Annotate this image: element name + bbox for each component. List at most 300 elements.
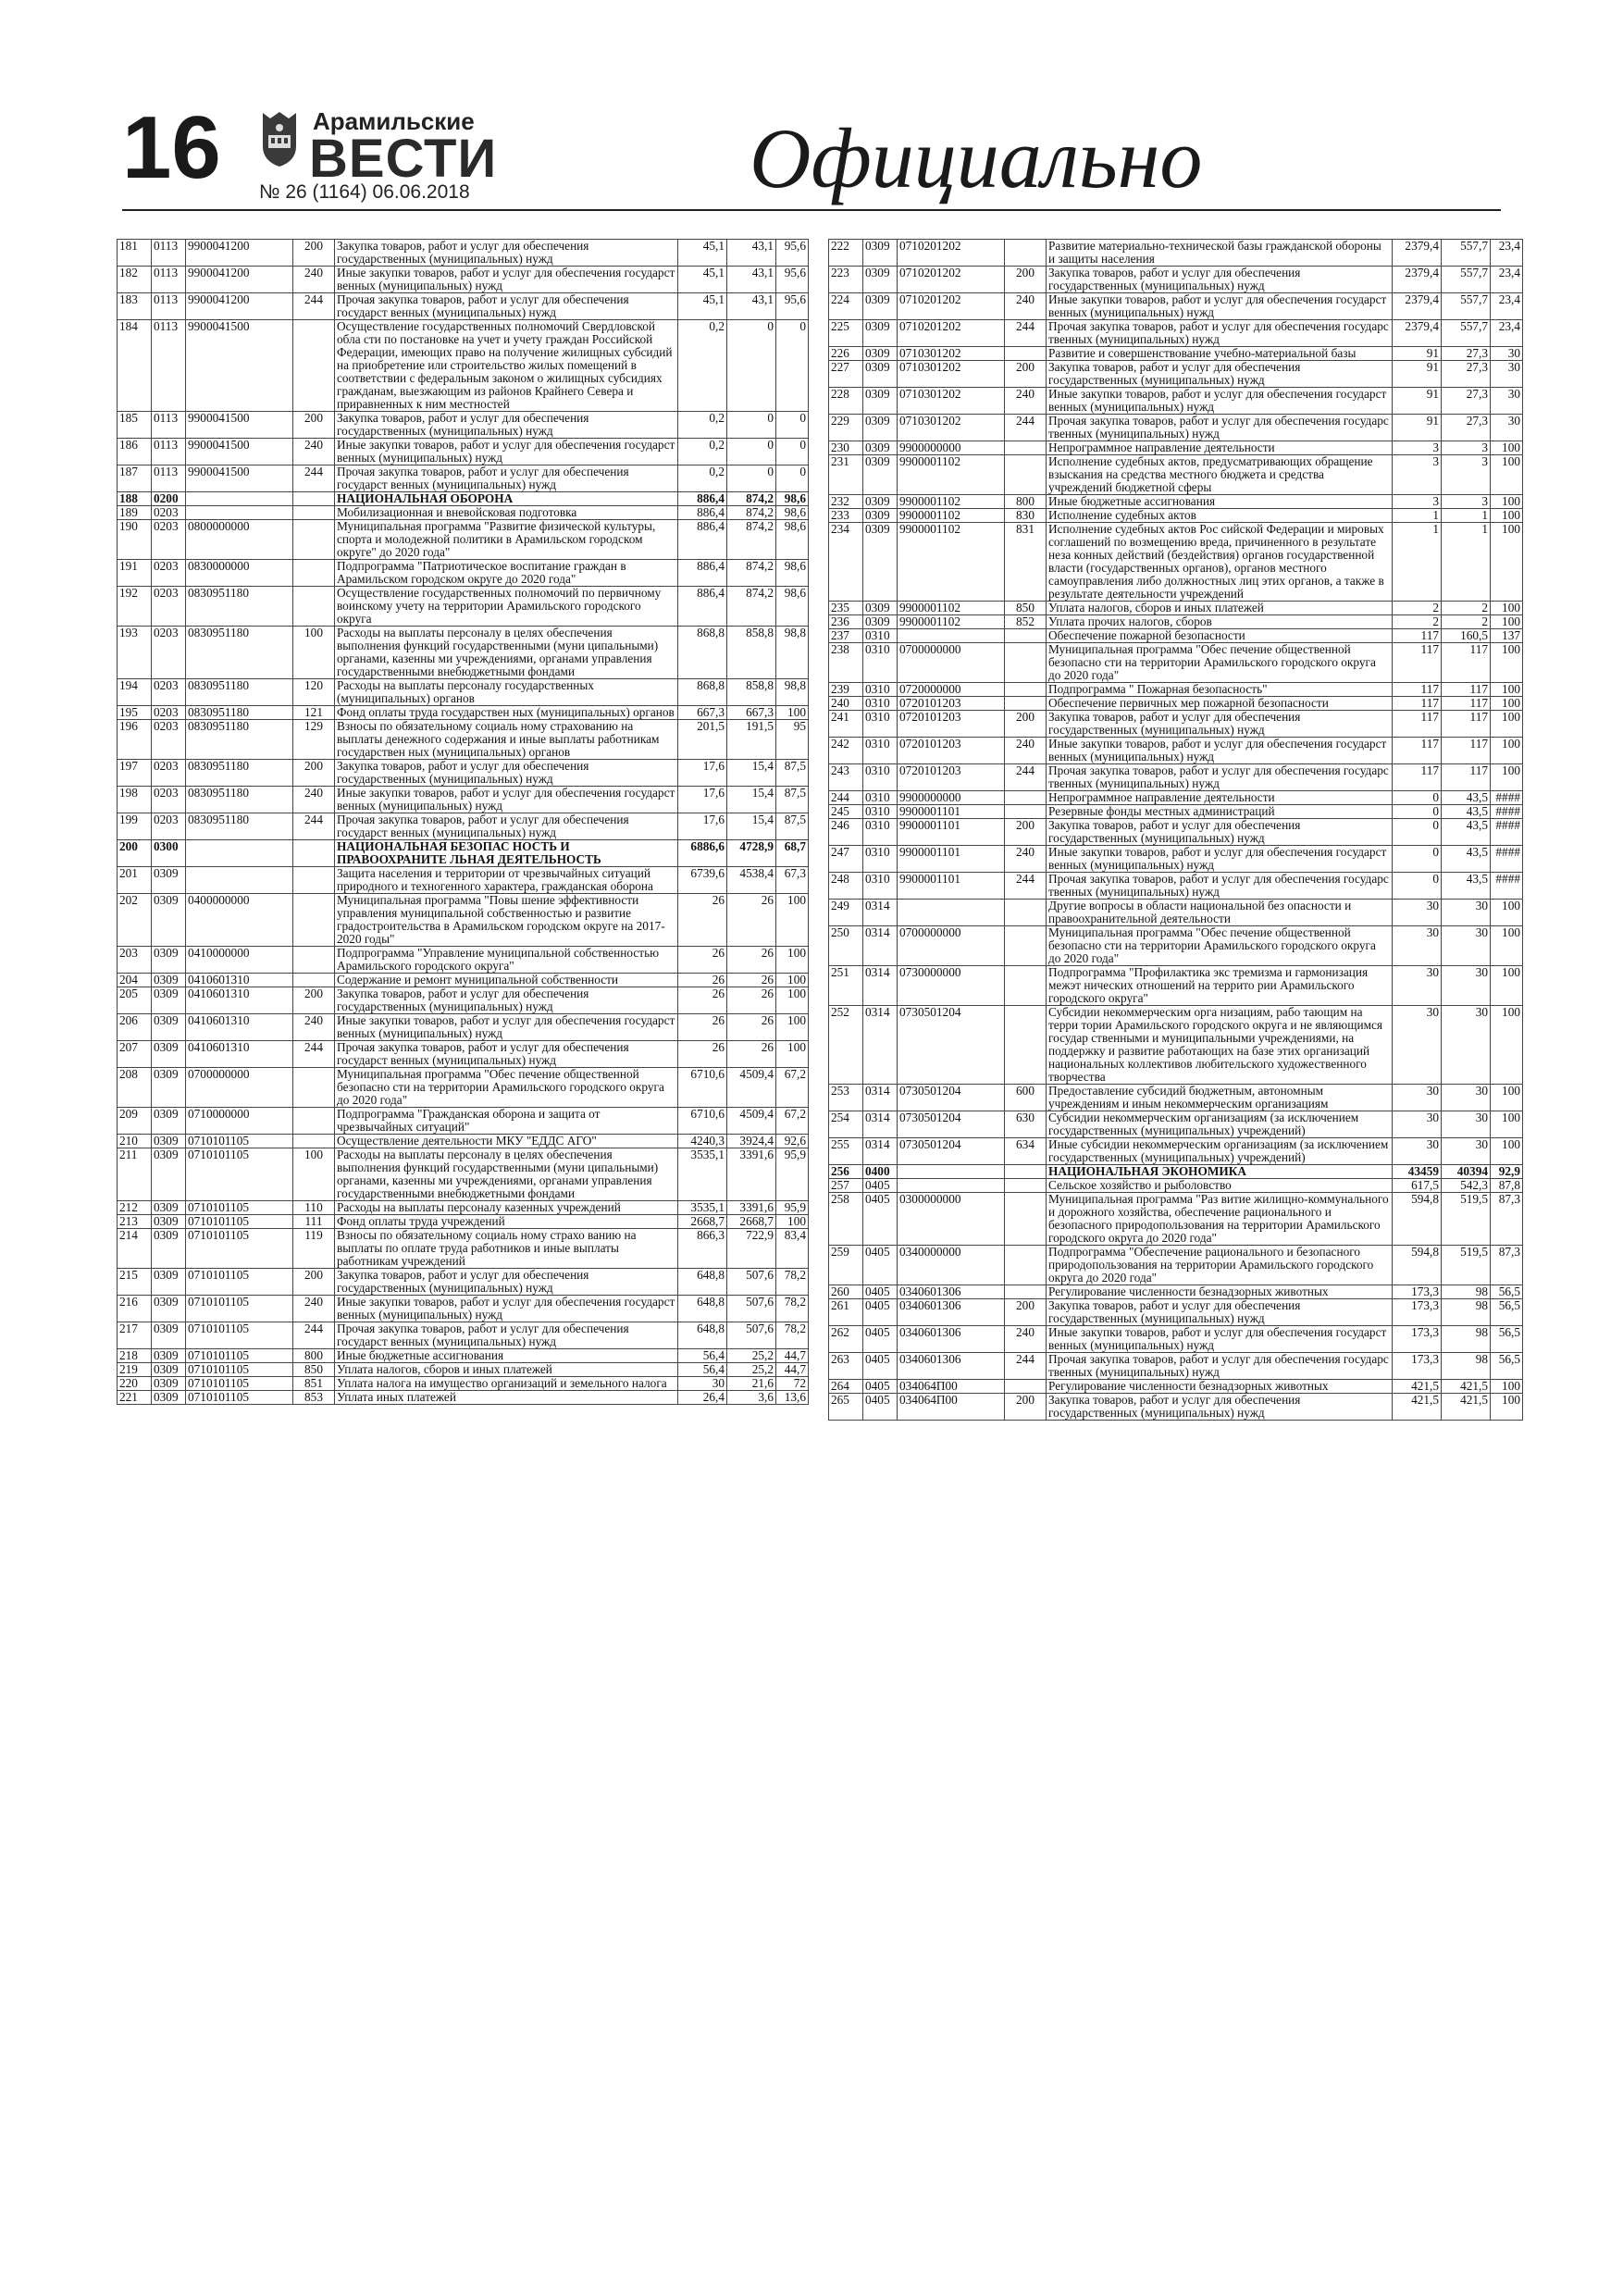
- planned-amount: 648,8: [678, 1296, 727, 1322]
- section-code: 0203: [152, 560, 186, 587]
- row-number: 250: [829, 926, 863, 966]
- executed-amount: 25,2: [727, 1349, 776, 1363]
- row-name: Прочая закупка товаров, работ и услуг для обеспечения государст венных (муниципальных) нужд: [335, 1041, 678, 1068]
- execution-percent: 100: [1491, 1111, 1523, 1138]
- planned-amount: 0: [1393, 873, 1442, 900]
- table-row: [118, 987, 809, 1014]
- target-code: 9900000000: [898, 441, 1005, 455]
- executed-amount: 40394: [1442, 1165, 1491, 1179]
- execution-percent: 87,5: [776, 760, 809, 787]
- planned-amount: 866,3: [678, 1229, 727, 1269]
- execution-percent: 95: [776, 720, 809, 760]
- planned-amount: 421,5: [1393, 1380, 1442, 1394]
- executed-amount: 26: [727, 894, 776, 947]
- row-name: Подпрограмма "Обеспечение рационального и безопасного природопользования на территории Арамильского городского округа до 2020 года": [1047, 1246, 1393, 1285]
- expense-type: 800: [293, 1349, 335, 1363]
- expense-type: 120: [293, 679, 335, 706]
- execution-percent: 0: [776, 439, 809, 465]
- row-name: Подпрограмма "Патриотическое воспитание граждан в Арамильском городском округе до 2020 года": [335, 560, 678, 587]
- table-row: [118, 560, 809, 587]
- expense-type: 830: [1005, 509, 1047, 523]
- executed-amount: 98: [1442, 1326, 1491, 1353]
- target-code: 0730000000: [898, 966, 1005, 1006]
- execution-percent: 23,4: [1491, 267, 1523, 293]
- execution-percent: ####: [1491, 819, 1523, 846]
- expense-type: [1005, 900, 1047, 926]
- section-code: 0309: [152, 947, 186, 974]
- section-code: 0203: [152, 679, 186, 706]
- execution-percent: 95,9: [776, 1201, 809, 1215]
- section-code: 0309: [863, 523, 898, 602]
- execution-percent: 100: [1491, 455, 1523, 495]
- expense-type: [1005, 347, 1047, 361]
- expense-type: 240: [293, 439, 335, 465]
- expense-type: 240: [293, 1014, 335, 1041]
- section-code: 0309: [152, 1363, 186, 1377]
- table-row: [118, 1296, 809, 1322]
- executed-amount: 874,2: [727, 520, 776, 560]
- expense-type: 634: [1005, 1138, 1047, 1165]
- section-code: 0309: [152, 1296, 186, 1322]
- executed-amount: 3391,6: [727, 1148, 776, 1201]
- row-name: Осуществление деятельности МКУ "ЕДДС АГО": [335, 1135, 678, 1148]
- table-row: [829, 629, 1523, 643]
- planned-amount: 0,2: [678, 320, 727, 412]
- planned-amount: 17,6: [678, 787, 727, 813]
- section-code: 0203: [152, 627, 186, 679]
- row-number: 258: [829, 1193, 863, 1246]
- executed-amount: 15,4: [727, 760, 776, 787]
- table-row: [829, 267, 1523, 293]
- executed-amount: 519,5: [1442, 1193, 1491, 1246]
- expense-type: 240: [1005, 846, 1047, 873]
- section-code: 0309: [863, 240, 898, 267]
- section-code: 0310: [863, 629, 898, 643]
- planned-amount: 45,1: [678, 293, 727, 320]
- planned-amount: 117: [1393, 643, 1442, 683]
- target-code: 0710301202: [898, 347, 1005, 361]
- planned-amount: 3: [1393, 495, 1442, 509]
- expense-type: 100: [293, 627, 335, 679]
- expense-type: [1005, 1165, 1047, 1179]
- executed-amount: 43,5: [1442, 819, 1491, 846]
- executed-amount: 117: [1442, 683, 1491, 697]
- expense-type: 244: [293, 465, 335, 492]
- table-row: [118, 627, 809, 679]
- row-name: Закупка товаров, работ и услуг для обеспечения государственных (муниципальных) нужд: [1047, 819, 1393, 846]
- section-code: 0113: [152, 465, 186, 492]
- planned-amount: 117: [1393, 629, 1442, 643]
- logo-title: ВЕСТИ: [309, 129, 498, 189]
- execution-percent: 100: [776, 1215, 809, 1229]
- planned-amount: 2379,4: [1393, 267, 1442, 293]
- row-name: Исполнение судебных актов, предусматривающих обращение взыскания на средства местного бюджета и средства учреждений бюджетной сферы: [1047, 455, 1393, 495]
- execution-percent: 23,4: [1491, 293, 1523, 320]
- target-code: 0710201202: [898, 240, 1005, 267]
- executed-amount: 4509,4: [727, 1068, 776, 1108]
- target-code: 0730501204: [898, 1111, 1005, 1138]
- target-code: 0710101105: [186, 1269, 293, 1296]
- target-code: [186, 506, 293, 520]
- execution-percent: 100: [776, 894, 809, 947]
- target-code: [186, 867, 293, 894]
- section-code: 0203: [152, 587, 186, 627]
- execution-percent: 87,3: [1491, 1246, 1523, 1285]
- target-code: 9900001102: [898, 615, 1005, 629]
- row-number: 256: [829, 1165, 863, 1179]
- section-code: 0309: [152, 1391, 186, 1405]
- target-code: 9900041500: [186, 439, 293, 465]
- section-code: 0113: [152, 320, 186, 412]
- planned-amount: 173,3: [1393, 1326, 1442, 1353]
- executed-amount: 2668,7: [727, 1215, 776, 1229]
- execution-percent: 30: [1491, 361, 1523, 388]
- row-number: 213: [118, 1215, 152, 1229]
- execution-percent: 30: [1491, 415, 1523, 441]
- table-row: [829, 1326, 1523, 1353]
- section-code: 0310: [863, 711, 898, 738]
- expense-type: [293, 1068, 335, 1108]
- row-number: 208: [118, 1068, 152, 1108]
- table-row: [118, 1377, 809, 1391]
- row-number: 226: [829, 347, 863, 361]
- table-row: [829, 1179, 1523, 1193]
- execution-percent: 87,3: [1491, 1193, 1523, 1246]
- execution-percent: 78,2: [776, 1296, 809, 1322]
- execution-percent: 30: [1491, 388, 1523, 415]
- expense-type: 111: [293, 1215, 335, 1229]
- expense-type: [1005, 683, 1047, 697]
- row-number: 260: [829, 1285, 863, 1299]
- execution-percent: 100: [776, 1041, 809, 1068]
- expense-type: [1005, 966, 1047, 1006]
- section-code: 0309: [152, 1377, 186, 1391]
- expense-type: 121: [293, 706, 335, 720]
- row-name: Муниципальная программа "Раз витие жилищно-коммунального и дорожного хозяйства, обеспечение рационального и безопасного природопользования на территории Арамильского городского округа до 2020 года": [1047, 1193, 1393, 1246]
- planned-amount: 3535,1: [678, 1201, 727, 1215]
- row-name: Иные закупки товаров, работ и услуг для обеспечения государст венных (муниципальных) нужд: [335, 439, 678, 465]
- execution-percent: 100: [1491, 711, 1523, 738]
- executed-amount: 117: [1442, 738, 1491, 764]
- target-code: 0300000000: [898, 1193, 1005, 1246]
- target-code: 034064П00: [898, 1394, 1005, 1421]
- expense-type: 244: [1005, 415, 1047, 441]
- planned-amount: 117: [1393, 711, 1442, 738]
- executed-amount: 21,6: [727, 1377, 776, 1391]
- section-code: 0309: [152, 1108, 186, 1135]
- execution-percent: 67,2: [776, 1108, 809, 1135]
- expense-type: 240: [1005, 293, 1047, 320]
- section-code: 0310: [863, 697, 898, 711]
- executed-amount: 3: [1442, 441, 1491, 455]
- row-number: 246: [829, 819, 863, 846]
- execution-percent: 100: [1491, 764, 1523, 791]
- expense-type: 129: [293, 720, 335, 760]
- executed-amount: 874,2: [727, 492, 776, 506]
- section-code: 0309: [152, 1215, 186, 1229]
- row-name: Закупка товаров, работ и услуг для обеспечения государственных (муниципальных) нужд: [335, 1269, 678, 1296]
- table-row: [829, 1299, 1523, 1326]
- row-number: 201: [118, 867, 152, 894]
- table-row: [829, 1353, 1523, 1380]
- execution-percent: 100: [1491, 509, 1523, 523]
- expense-type: [293, 520, 335, 560]
- table-row: [118, 787, 809, 813]
- expense-type: 850: [1005, 602, 1047, 615]
- execution-percent: 44,7: [776, 1349, 809, 1363]
- target-code: 0730501204: [898, 1006, 1005, 1085]
- execution-percent: 98,6: [776, 587, 809, 627]
- target-code: 0700000000: [898, 643, 1005, 683]
- table-row: [829, 1006, 1523, 1085]
- table-row: [118, 867, 809, 894]
- row-number: 211: [118, 1148, 152, 1201]
- executed-amount: 15,4: [727, 813, 776, 840]
- planned-amount: 2668,7: [678, 1215, 727, 1229]
- target-code: 0830951180: [186, 627, 293, 679]
- planned-amount: 6710,6: [678, 1068, 727, 1108]
- target-code: 0410000000: [186, 947, 293, 974]
- row-name: Иные субсидии некоммерческим организациям (за исключением государственных (муниципальных) учреждений): [1047, 1138, 1393, 1165]
- planned-amount: 26,4: [678, 1391, 727, 1405]
- execution-percent: 100: [1491, 697, 1523, 711]
- section-code: 0309: [152, 1014, 186, 1041]
- executed-amount: 557,7: [1442, 240, 1491, 267]
- target-code: 9900001102: [898, 455, 1005, 495]
- executed-amount: 0: [727, 465, 776, 492]
- expense-type: [1005, 1285, 1047, 1299]
- planned-amount: 30: [1393, 1006, 1442, 1085]
- section-code: 0309: [863, 602, 898, 615]
- planned-amount: 0: [1393, 846, 1442, 873]
- table-row: [118, 240, 809, 267]
- planned-amount: 30: [1393, 926, 1442, 966]
- row-name: Развитие материально-технической базы гражданской обороны и защиты населения: [1047, 240, 1393, 267]
- section-code: 0113: [152, 267, 186, 293]
- execution-percent: 137: [1491, 629, 1523, 643]
- executed-amount: 98: [1442, 1285, 1491, 1299]
- table-row: [118, 412, 809, 439]
- row-number: 236: [829, 615, 863, 629]
- table-row: [118, 1014, 809, 1041]
- expense-type: [293, 974, 335, 987]
- table-row: [829, 602, 1523, 615]
- expense-type: 200: [1005, 819, 1047, 846]
- planned-amount: 26: [678, 1041, 727, 1068]
- section-code: 0203: [152, 813, 186, 840]
- section-code: 0309: [863, 495, 898, 509]
- target-code: 9900001101: [898, 805, 1005, 819]
- row-number: 184: [118, 320, 152, 412]
- execution-percent: 95,9: [776, 1148, 809, 1201]
- expense-type: [1005, 1193, 1047, 1246]
- section-code: 0310: [863, 643, 898, 683]
- row-number: 188: [118, 492, 152, 506]
- target-code: 0710101105: [186, 1229, 293, 1269]
- table-row: [118, 1135, 809, 1148]
- table-row: [829, 697, 1523, 711]
- section-code: 0203: [152, 787, 186, 813]
- execution-percent: 100: [1491, 926, 1523, 966]
- row-number: 191: [118, 560, 152, 587]
- planned-amount: 91: [1393, 388, 1442, 415]
- execution-percent: 67,3: [776, 867, 809, 894]
- target-code: [898, 900, 1005, 926]
- target-code: 0700000000: [186, 1068, 293, 1108]
- table-row: [829, 240, 1523, 267]
- executed-amount: 26: [727, 947, 776, 974]
- execution-percent: 100: [776, 974, 809, 987]
- row-name: Расходы на выплаты персоналу в целях обеспечения выполнения функций государственными (муни ципальными) органами, казенны ми учреждениями, органами управления государственными внебюджетными фондами: [335, 1148, 678, 1201]
- table-row: [118, 974, 809, 987]
- row-number: 229: [829, 415, 863, 441]
- row-name: Исполнение судебных актов Рос сийской Федерации и мировых соглашений по возмещению вреда, причиненного в результате неза конных действий (бездействия) органов государственной власти (государственных органов), органов местного самоуправления либо должностных лиц этих органов, а также в результате деятельности учреждений: [1047, 523, 1393, 602]
- row-number: 247: [829, 846, 863, 873]
- expense-type: [293, 506, 335, 520]
- target-code: 0410601310: [186, 1041, 293, 1068]
- executed-amount: 43,1: [727, 240, 776, 267]
- planned-amount: 0: [1393, 791, 1442, 805]
- executed-amount: 858,8: [727, 627, 776, 679]
- planned-amount: 886,4: [678, 560, 727, 587]
- budget-table-left: [117, 239, 809, 1405]
- expense-type: 240: [293, 1296, 335, 1322]
- target-code: [186, 492, 293, 506]
- execution-percent: 72: [776, 1377, 809, 1391]
- execution-percent: 100: [1491, 966, 1523, 1006]
- expense-type: [1005, 791, 1047, 805]
- section-code: 0309: [863, 388, 898, 415]
- executed-amount: 191,5: [727, 720, 776, 760]
- row-number: 254: [829, 1111, 863, 1138]
- planned-amount: 2379,4: [1393, 240, 1442, 267]
- execution-percent: 92,9: [1491, 1165, 1523, 1179]
- table-row: [118, 760, 809, 787]
- executed-amount: 858,8: [727, 679, 776, 706]
- expense-type: [1005, 441, 1047, 455]
- execution-percent: 87,5: [776, 787, 809, 813]
- executed-amount: 557,7: [1442, 267, 1491, 293]
- table-row: [829, 361, 1523, 388]
- table-row: [829, 1285, 1523, 1299]
- target-code: 0710000000: [186, 1108, 293, 1135]
- row-number: 198: [118, 787, 152, 813]
- expense-type: 630: [1005, 1111, 1047, 1138]
- table-row: [118, 267, 809, 293]
- section-code: 0309: [152, 1201, 186, 1215]
- row-number: 253: [829, 1085, 863, 1111]
- coat-of-arms-icon: [259, 111, 300, 168]
- execution-percent: 100: [1491, 643, 1523, 683]
- target-code: 0410601310: [186, 1014, 293, 1041]
- execution-percent: 56,5: [1491, 1326, 1523, 1353]
- row-number: 225: [829, 320, 863, 347]
- row-number: 197: [118, 760, 152, 787]
- planned-amount: 91: [1393, 415, 1442, 441]
- executed-amount: 117: [1442, 764, 1491, 791]
- table-row: [118, 1068, 809, 1108]
- row-name: Исполнение судебных актов: [1047, 509, 1393, 523]
- row-name: Регулирование численности безнадзорных животных: [1047, 1380, 1393, 1394]
- planned-amount: 30: [1393, 900, 1442, 926]
- execution-percent: 100: [1491, 495, 1523, 509]
- planned-amount: 56,4: [678, 1363, 727, 1377]
- table-row: [829, 523, 1523, 602]
- target-code: 0730501204: [898, 1085, 1005, 1111]
- row-name: Иные закупки товаров, работ и услуг для обеспечения государст венных (муниципальных) нужд: [335, 267, 678, 293]
- row-name: Расходы на выплаты персоналу государственных (муниципальных) органов: [335, 679, 678, 706]
- execution-percent: 100: [1491, 738, 1523, 764]
- executed-amount: 421,5: [1442, 1380, 1491, 1394]
- section-title: Официально: [750, 111, 1203, 205]
- executed-amount: 27,3: [1442, 415, 1491, 441]
- execution-percent: 13,6: [776, 1391, 809, 1405]
- expense-type: [1005, 697, 1047, 711]
- planned-amount: 43459: [1393, 1165, 1442, 1179]
- target-code: 0830951180: [186, 760, 293, 787]
- budget-table-right: [828, 239, 1523, 1421]
- executed-amount: 43,5: [1442, 805, 1491, 819]
- expense-type: 200: [293, 240, 335, 267]
- planned-amount: 6739,6: [678, 867, 727, 894]
- executed-amount: 25,2: [727, 1363, 776, 1377]
- table-row: [118, 1322, 809, 1349]
- execution-percent: 100: [1491, 602, 1523, 615]
- row-number: 192: [118, 587, 152, 627]
- row-name: НАЦИОНАЛЬНАЯ ОБОРОНА: [335, 492, 678, 506]
- executed-amount: 421,5: [1442, 1394, 1491, 1421]
- expense-type: [293, 320, 335, 412]
- executed-amount: 557,7: [1442, 320, 1491, 347]
- row-name: Закупка товаров, работ и услуг для обеспечения государственных (муниципальных) нужд: [335, 240, 678, 267]
- section-code: 0113: [152, 439, 186, 465]
- row-name: Иные закупки товаров, работ и услуг для обеспечения государст венных (муниципальных) нужд: [1047, 1326, 1393, 1353]
- expense-type: [1005, 1179, 1047, 1193]
- row-number: 244: [829, 791, 863, 805]
- target-code: 0710101105: [186, 1377, 293, 1391]
- section-code: 0203: [152, 720, 186, 760]
- execution-percent: 100: [1491, 1006, 1523, 1085]
- planned-amount: 0,2: [678, 465, 727, 492]
- target-code: 9900041200: [186, 267, 293, 293]
- row-name: Прочая закупка товаров, работ и услуг для обеспечения государст венных (муниципальных) нужд: [335, 293, 678, 320]
- planned-amount: 868,8: [678, 627, 727, 679]
- table-row: [118, 1229, 809, 1269]
- expense-type: [293, 894, 335, 947]
- execution-percent: 100: [776, 1014, 809, 1041]
- section-code: 0405: [863, 1394, 898, 1421]
- target-code: 0710201202: [898, 293, 1005, 320]
- table-row: [118, 947, 809, 974]
- row-name: Непрограммное направление деятельности: [1047, 441, 1393, 455]
- row-number: 195: [118, 706, 152, 720]
- execution-percent: 67,2: [776, 1068, 809, 1108]
- row-number: 199: [118, 813, 152, 840]
- section-code: 0309: [152, 867, 186, 894]
- section-code: 0400: [863, 1165, 898, 1179]
- row-name: Уплата налога на имущество организаций и земельного налога: [335, 1377, 678, 1391]
- section-code: 0309: [152, 1135, 186, 1148]
- expense-type: [1005, 629, 1047, 643]
- expense-type: [293, 560, 335, 587]
- planned-amount: 1: [1393, 509, 1442, 523]
- row-number: 243: [829, 764, 863, 791]
- execution-percent: 100: [1491, 1380, 1523, 1394]
- planned-amount: 667,3: [678, 706, 727, 720]
- row-number: 259: [829, 1246, 863, 1285]
- expense-type: [293, 867, 335, 894]
- planned-amount: 868,8: [678, 679, 727, 706]
